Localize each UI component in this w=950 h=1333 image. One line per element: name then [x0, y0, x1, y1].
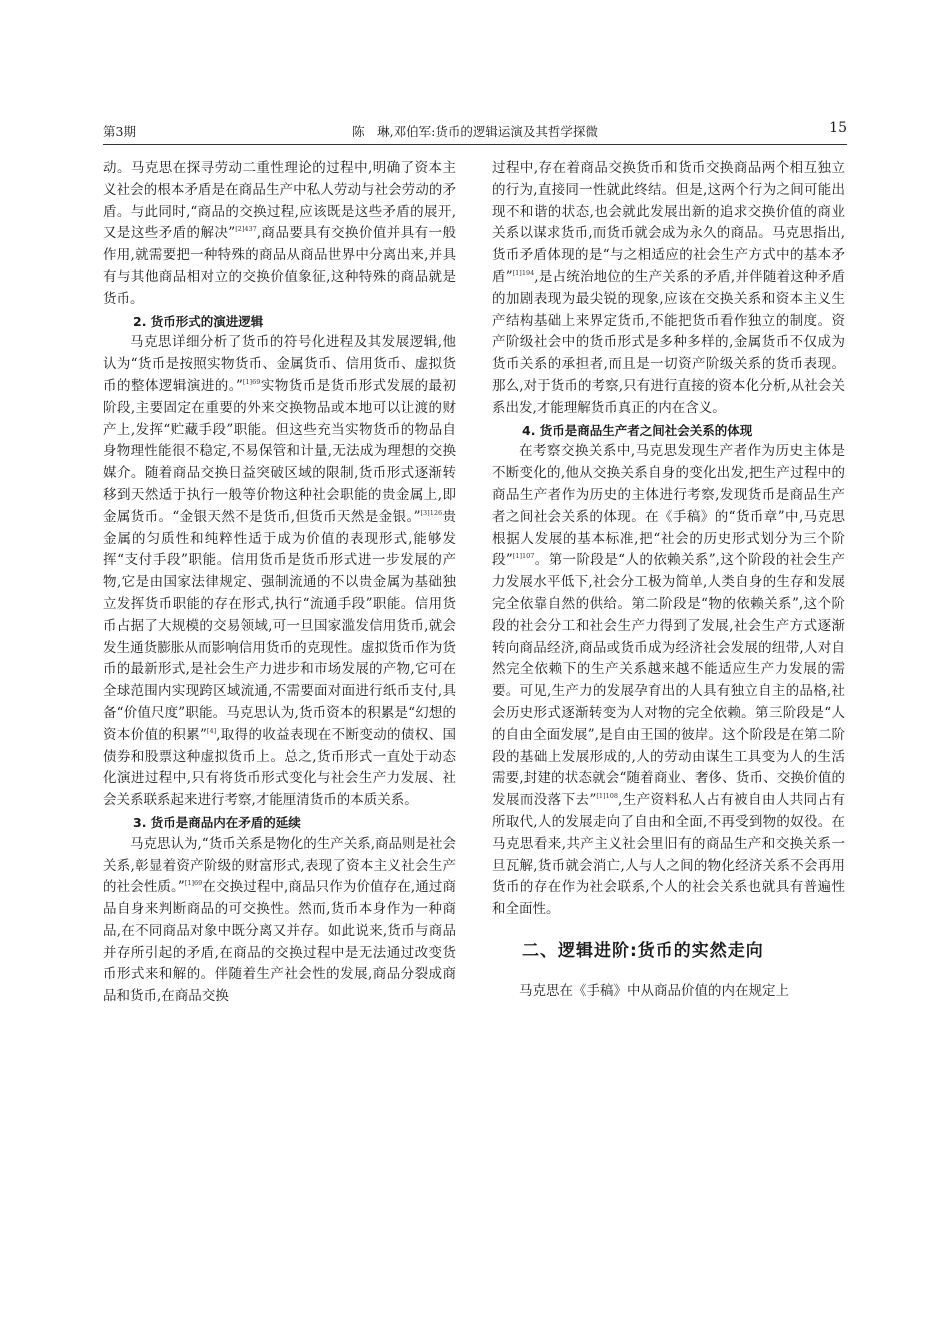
running-header — [103, 118, 847, 144]
citation-ref: [1]194 — [512, 268, 535, 277]
paragraph-text: 过程中,存在着商品交换货币和货币交换商品两个相互独立的行为,直接同一性就此终结。但是,这两个行为之间可能出现不和谐的状态,也会就此发展出新的追求交换价值的商业关系以谋求货币,而货币就会成为永久的商品。马克思指出,货币矛盾体现的是“与之相适应的社会生产方式中的基本矛盾” — [492, 160, 845, 285]
paragraph-text: ,是占统治地位的生产关系的矛盾,并伴随着这种矛盾的加剧表现为最尖锐的现象,应该在交换关系和资本主义生产结构基础上来界定货币,不能把货币看作独立的制度。资产阶级社会中的货币形式是多种多样的,金属货币不仅成为货币关系的承担者,而且是一切资产阶级关系的货币表现。那么,对于货币的考察,只有进行直接的资本化分析,从社会关系出发,才能理解货币真正的内在含义。 — [492, 268, 845, 416]
paragraph-text: 在交换过程中,商品只作为价值存在,通过商品自身来判断商品的可交换性。然而,货币本身作为一种商品,在不同商品对象中既分离又并存。如此说来,货币与商品并存所引起的矛盾,在商品的交换过程中是无法通过改变货币形式来和解的。伴随着生产社会性的发展,商品分裂成商品和货币,在商品交换 — [103, 879, 456, 1005]
paragraph-text: 马克思在《手稿》中从商品价值的内在规定上 — [519, 982, 789, 999]
citation-ref: [2]437 — [235, 225, 257, 234]
citation-ref: [1]107 — [512, 552, 535, 561]
citation-ref: [1]69 — [242, 377, 261, 386]
body-paragraph — [103, 332, 456, 812]
body-paragraph — [492, 981, 845, 1003]
body-paragraph — [492, 441, 845, 921]
paragraph-text: ,取得的收益表现在不断变动的债权、国债券和股票这种虚拟货币上。总之,货币形式一直处于动态化演进过程中,只有将货币形式变化与社会生产力发展、社会关系联系起来进行考察,才能厘清货币的本质关系。 — [103, 726, 456, 809]
paragraph-text: 在考察交换关系中,马克思发现生产者作为历史主体是不断变化的,他从交换关系自身的变化出发,把生产过程中的商品生产者作为历史的主体进行考察,发现货币是商品生产者之间社会关系的体现。在《手稿》的“货币章”中,马克思根据人发展的基本标准,把“社会的历史形式划分为三个阶段” — [492, 443, 845, 569]
citation-ref: [3]126 — [420, 508, 443, 517]
body-paragraph — [103, 834, 456, 1008]
paragraph-text: 。第一阶段是“人的依赖关系”,这个阶段的社会生产力发展水平低下,社会分工极为简单,人类自身的生存和发展完全依靠自然的供给。第二阶段是“物的依赖关系”,这个阶段的社会分工和社会生产力得到了发展,社会生产方式逐渐转向商品经济,商品或货币成为经济社会发展的纽带,人对自然完全依赖下的生产关系越来越不能适应生产力发展的需要。可见,生产力的发展孕育出的人具有独立自主的品格,社会历史形式逐渐转变为人对物的完全依赖。第三阶段是“人的自由全面发展”,是自由王国的彼岸。这个阶段是在第二阶段的基础上发展形成的,人的劳动由谋生工具变为人的生活需要,封建的状态就会“随着商业、奢侈、货币、交换价值的发展而没落下去” — [492, 552, 845, 809]
paragraph-text: ,生产资料私人占有被自由人共同占有所取代,人的发展走向了自由和全面,不再受到物的奴役。在马克思看来,共产主义社会里旧有的商品生产和交换关系一旦瓦解,货币就会消亡,人与人之间的物化经济关系不会再用货币的存在作为社会联系,个人的社会关系也就具有普遍性和全面性。 — [492, 792, 846, 918]
issue-number: 第3期 — [103, 124, 136, 139]
paragraph-text: 马克思认为,“货币关系是物化的生产关系,商品则是社会关系,彰显着资产阶级的财富形式,表现了资本主义社会生产的社会性质。” — [103, 835, 456, 896]
chapter-heading: 二、逻辑进阶:货币的实然走向 — [522, 940, 764, 961]
right-column — [492, 158, 845, 1003]
citation-ref: [1]108 — [596, 792, 618, 801]
paragraph-text: 贵金属的匀质性和纯粹性适于成为价值的表现形式,能够发挥“支付手段”职能。信用货币是货币形式进一步发展的产物,它是由国家法律规定、强制流通的不以贵金属为基础独立发挥货币职能的存在形式,执行“流通手段”职能。信用货币占据了大规模的交易领域,可一旦国家滥发信用货币,就会发生通货膨胀从而影响信用货币的克现性。虚拟货币作为货币的最新形式,是社会生产力进步和市场发展的产物,它可在全球范围内实现跨区域流通,不需要面对面进行纸币支付,具备“价值尺度”职能。马克思认为,货币资本的积累是“幻想的资本价值的积累” — [103, 508, 456, 743]
section-heading: 2. 货币形式的演进逻辑 — [133, 313, 264, 329]
left-column — [103, 158, 456, 1008]
paragraph-text: 马克思详细分析了货币的符号化进程及其发展逻辑,他认为“货币是按照实物货币、金属货币、信用货币、虚拟货币的整体逻辑演进的。” — [103, 334, 456, 394]
paragraph-text: 实物货币是货币形式发展的最初阶段,主要固定在重要的外来交换物品或本地可以让渡的财产上,发挥“贮藏手段”职能。但这些充当实物货币的物品自身物理性能很不稳定,不易保管和计量,无法成为理想的交换媒介。随着商品交换日益突破区域的限制,货币形式逐渐转移到天然适于执行一般等价物这种社会职能的贵金属上,即金属货币。“金银天然不是货币,但货币天然是金银。” — [103, 377, 457, 525]
body-paragraph — [492, 158, 845, 420]
paragraph-text: 动。马克思在探寻劳动二重性理论的过程中,明确了资本主义社会的根本矛盾是在商品生产中私人劳动与社会劳动的矛盾。与此同时,“商品的交换过程,应该既是这些矛盾的展开,又是这些矛盾的解决” — [103, 160, 456, 242]
body-paragraph — [103, 158, 456, 311]
running-title: 陈 琳,邓伯军:货币的逻辑运演及其哲学探微 — [352, 124, 598, 139]
header-rule — [103, 144, 847, 145]
paragraph-text: ,商品要具有交换价值并具有一般作用,就需要把一种特殊的商品从商品世界中分离出来,并具有与其他商品相对立的交换价值象征,这种特殊的商品就是货币。 — [103, 225, 456, 307]
section-heading: 4. 货币是商品生产者之间社会关系的体现 — [522, 422, 753, 438]
page-number: 15 — [829, 120, 847, 136]
citation-ref: [4] — [206, 726, 217, 735]
section-heading: 3. 货币是商品内在矛盾的延续 — [133, 814, 301, 830]
citation-ref: [1]69 — [184, 879, 203, 888]
